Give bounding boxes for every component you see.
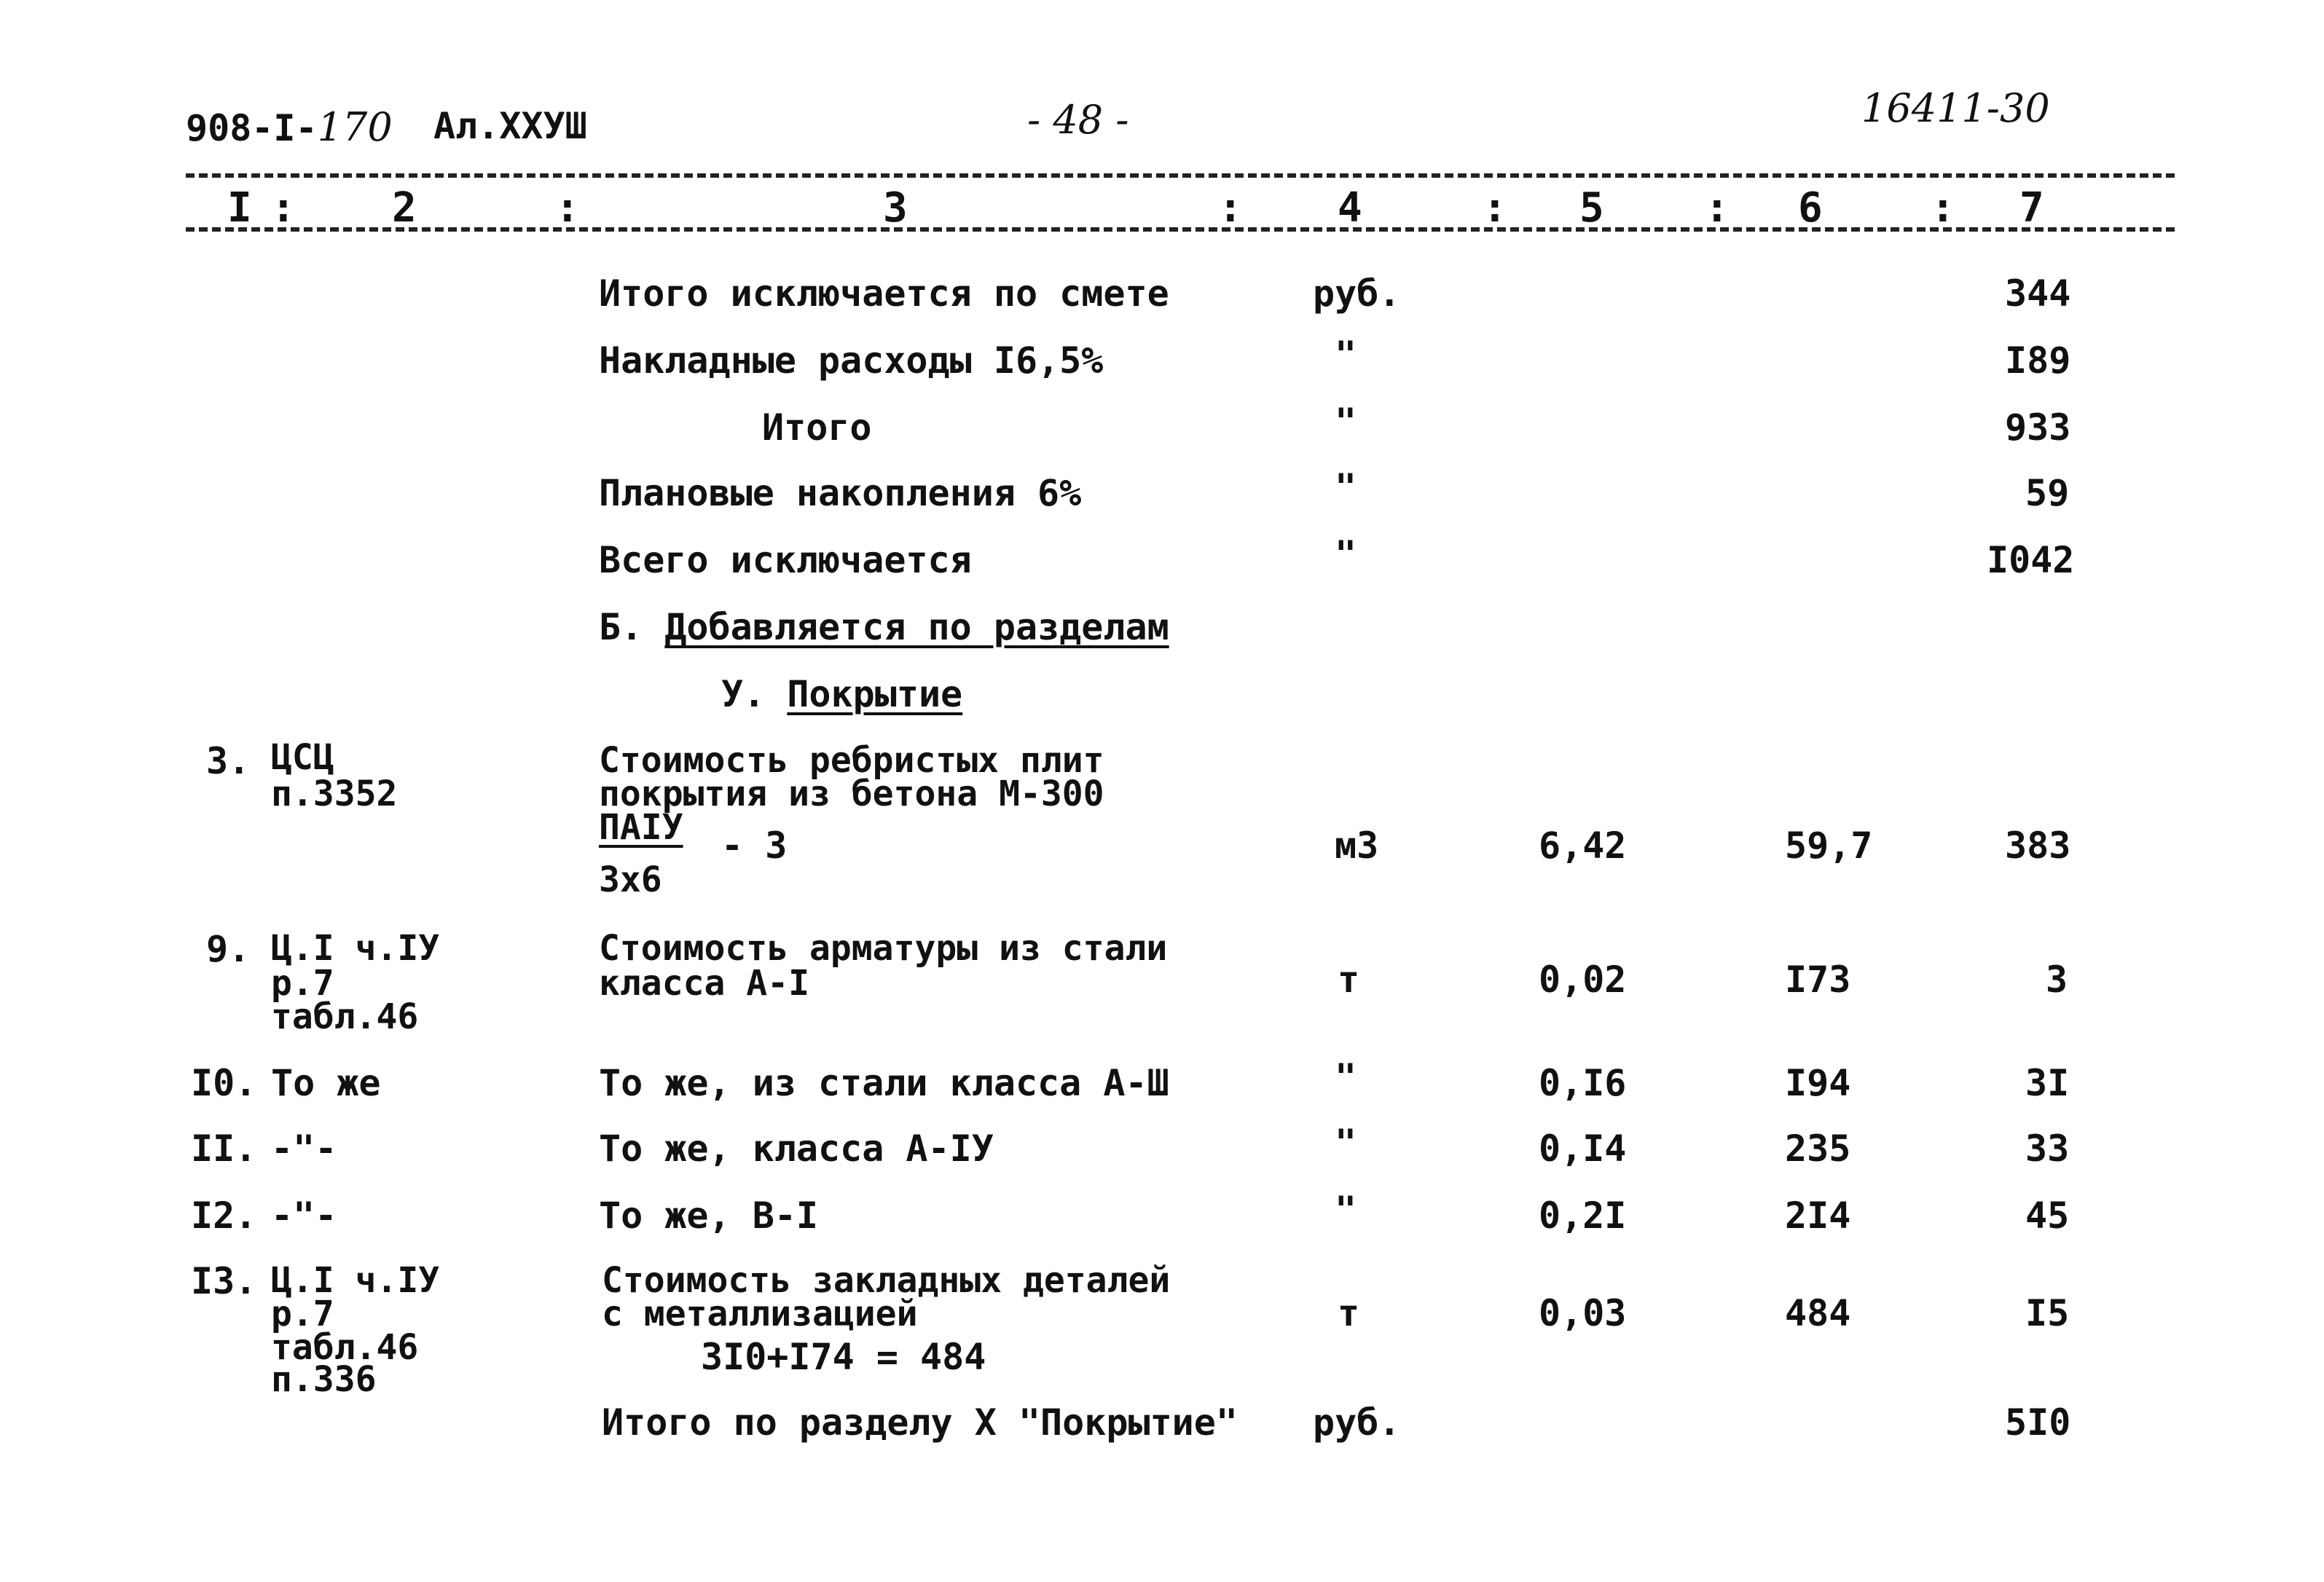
item-quantity: 6,42 — [1539, 825, 1627, 867]
item-price: 484 — [1785, 1292, 1851, 1334]
col-3-header: 3 — [883, 184, 908, 232]
item-unit: м3 — [1335, 825, 1379, 867]
summary-unit: " — [1335, 466, 1357, 508]
header-rule-bottom — [186, 227, 2175, 232]
col-1-header: I — [227, 184, 252, 232]
item-price: I94 — [1785, 1062, 1851, 1104]
item-description: Стоимость ребристых плит — [599, 740, 1104, 781]
item-quantity: 0,I4 — [1539, 1128, 1627, 1170]
item-description: То же, В-I — [599, 1195, 819, 1237]
item-number: I2. — [191, 1195, 257, 1237]
item-total: I5 — [2025, 1292, 2070, 1334]
summary-total: I89 — [2005, 339, 2071, 382]
summary-label: Итого — [762, 406, 872, 449]
col-7-header: 7 — [2019, 184, 2044, 232]
item-number: I0. — [191, 1062, 257, 1104]
item-source: п.3352 — [271, 774, 398, 814]
section-total-value: 5I0 — [2005, 1401, 2071, 1444]
section-b-heading — [599, 606, 1169, 648]
summary-total: 344 — [2005, 272, 2071, 315]
album-label: Ал.XXУШ — [433, 105, 587, 147]
summary-unit: " — [1335, 401, 1357, 443]
item-number: II. — [191, 1128, 257, 1170]
item-source: табл.46 — [271, 996, 419, 1037]
item-description: То же, класса А-IУ — [599, 1128, 994, 1170]
item-unit: т — [1338, 1292, 1360, 1334]
header-rule-top — [186, 173, 2175, 178]
item-source: р.7 — [271, 1294, 334, 1334]
item-unit: " — [1335, 1189, 1357, 1231]
section-total-unit: руб. — [1313, 1401, 1401, 1444]
doc-code — [186, 104, 393, 150]
col-5-header: 5 — [1579, 184, 1604, 232]
col-separator: : — [1931, 184, 1955, 232]
section-b-title: Добавляется по разделам — [664, 606, 1169, 648]
col-4-header: 4 — [1338, 184, 1362, 232]
summary-total: 933 — [2005, 406, 2071, 449]
item-quantity: 0,I6 — [1539, 1062, 1627, 1104]
col-separator: : — [271, 184, 296, 232]
doc-code-prefix: 908-I- — [186, 107, 318, 149]
item-total: 3 — [2046, 959, 2068, 1001]
item-source: ЦСЦ — [271, 737, 334, 778]
item-formula: 3I0+I74 = 484 — [701, 1336, 986, 1378]
item-unit: " — [1335, 1122, 1357, 1164]
doc-number: 16411-30 — [1861, 85, 2050, 131]
page-number: - 48 - — [1027, 97, 1129, 143]
section-v-prefix: У. — [721, 673, 766, 715]
item-formula-minus: - 3 — [721, 825, 788, 867]
item-total: 33 — [2025, 1128, 2070, 1170]
item-unit: т — [1338, 959, 1360, 1001]
col-separator: : — [1483, 184, 1507, 232]
section-v-title: Покрытие — [787, 673, 963, 715]
item-number: 9. — [206, 928, 251, 970]
section-total-label: Итого по разделу Х "Покрытие" — [602, 1401, 1238, 1444]
item-price: 59,7 — [1785, 825, 1873, 867]
summary-unit: руб. — [1313, 272, 1401, 315]
item-total: 45 — [2025, 1195, 2070, 1237]
item-formula-numerator: ПАIУ — [599, 807, 683, 848]
col-separator: : — [555, 184, 580, 232]
summary-total: 59 — [2025, 472, 2070, 514]
item-price: 235 — [1785, 1128, 1851, 1170]
item-description: класса А-I — [599, 963, 809, 1004]
item-quantity: 0,2I — [1539, 1195, 1627, 1237]
item-source: Ц.I ч.IУ — [271, 1260, 440, 1301]
item-number: I3. — [191, 1260, 257, 1302]
item-source: п.336 — [271, 1359, 377, 1400]
summary-label: Всего исключается — [599, 539, 972, 581]
summary-label: Накладные расходы I6,5% — [599, 339, 1104, 382]
summary-label: Итого исключается по смете — [599, 272, 1169, 315]
item-price: I73 — [1785, 959, 1851, 1001]
item-quantity: 0,03 — [1539, 1292, 1627, 1334]
item-source: То же — [271, 1062, 381, 1104]
col-separator: : — [1218, 184, 1243, 232]
doc-code-handwritten: 170 — [317, 104, 393, 150]
item-quantity: 0,02 — [1539, 959, 1627, 1001]
item-description: покрытия из бетона М-300 — [599, 774, 1104, 814]
item-description: То же, из стали класса А-Ш — [599, 1062, 1169, 1104]
item-description: Стоимость закладных деталей — [602, 1260, 1171, 1301]
summary-unit: " — [1335, 334, 1357, 376]
item-source: -"- — [271, 1128, 337, 1170]
item-source: р.7 — [271, 963, 334, 1004]
summary-label: Плановые накопления 6% — [599, 472, 1082, 514]
item-source: -"- — [271, 1195, 337, 1237]
section-b-prefix: Б. — [599, 606, 643, 648]
item-source: Ц.I ч.IУ — [271, 928, 440, 969]
item-formula-denominator: 3х6 — [599, 859, 662, 900]
col-6-header: 6 — [1798, 184, 1823, 232]
item-total: 3I — [2025, 1062, 2070, 1104]
item-description: с металлизацией — [602, 1294, 918, 1334]
item-source: табл.46 — [271, 1327, 419, 1368]
item-number: 3. — [206, 740, 251, 782]
section-v-heading — [721, 673, 963, 715]
item-description: Стоимость арматуры из стали — [599, 928, 1168, 969]
summary-unit: " — [1335, 533, 1357, 575]
summary-total: I042 — [1987, 539, 2075, 581]
col-2-header: 2 — [392, 184, 417, 232]
item-unit: " — [1335, 1056, 1357, 1098]
item-total: 383 — [2005, 825, 2071, 867]
item-price: 2I4 — [1785, 1195, 1851, 1237]
col-separator: : — [1705, 184, 1730, 232]
